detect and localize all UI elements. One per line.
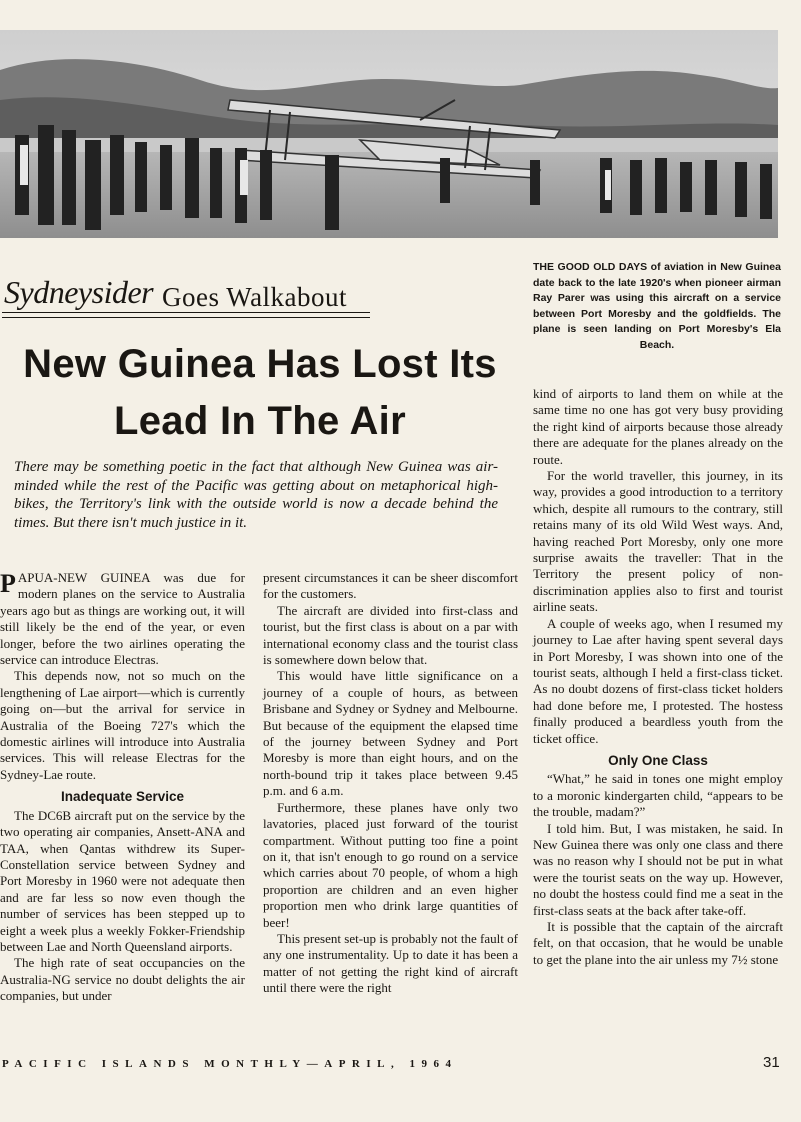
kicker-plain: Goes Walkabout (162, 282, 348, 312)
headline-line-2: Lead In The Air (114, 399, 406, 443)
kicker-rule (2, 317, 370, 318)
page-number: 31 (763, 1054, 780, 1071)
headline-line-1: New Guinea Has Lost Its (23, 342, 497, 386)
article-column-1 (0, 570, 245, 1005)
article-column-2 (263, 570, 518, 997)
paragraph: The DC6B aircraft put on the service by the two operating air companies, Ansett-ANA and TAA, when Qantas withdrew its Super-Constellation service between Sydney and Port Moresby in 1960 were not adequate then and are far less so now even though the number of services has been stepped up to eight a week plus a weekly Fokker-Friendship between Lae and North Queensland airports. (0, 807, 245, 954)
paragraph: This depends now, not so much on the lengthening of Lae airport—which is currently going on—but the arrival for service in Australia of the Boeing 727's which the domestic airlines will introduce into Australia services. This will release Electras for the Sydney-Lae route. (0, 668, 245, 782)
paragraph: I told him. But, I was mistaken, he said. In New Guinea there was only one class and there was no reason why I should not be put in what were the tourist seats on the way up. However, no doubt the hostess could find me a seat in the first-class seats at the back after take-off. (533, 820, 783, 918)
airplane-landing-photo (0, 30, 778, 238)
paragraph: kind of airports to land them on while at the same time no one has got very busy providing the right kind of airports because those already there are adequate for the planes already on the route. (533, 386, 783, 467)
airplane-landing-photo-icon (0, 30, 778, 238)
paragraph: The aircraft are divided into first-class and tourist, but the first class is about on a par with international economy class and the tourist class is somewhere down below that. (263, 602, 518, 668)
subheading: Only One Class (608, 752, 708, 768)
paragraph: A couple of weeks ago, when I resumed my journey to Lae after having spent several days in Port Moresby, I was shown into one of the tourist seats, although I held a first-class ticket. As no doubt dozens of first-class ticket holders had done before me, I protested. The hostess finally produced a beardless youth from the ticket office. (533, 615, 783, 746)
page-title (0, 336, 520, 450)
article-column-3 (533, 386, 783, 968)
paragraph: This present set-up is probably not the fault of any one instrumentality. Up to date it has been a matter of not getting the right kind of aircraft until there were the right (263, 930, 518, 996)
paragraph-text: APUA-NEW GUINEA was due for modern planes on the service to Australia years ago but as things are working out, it will still likely be the end of the year, or even longer, before the two airlines operating the service can introduce Electras. (0, 570, 245, 668)
photo-caption: THE GOOD OLD DAYS of aviation in New Guinea date back to the late 1920's when pioneer airman Ray Parer was using this aircraft on a service between Port Moresby and the goldfields. The plane is seen landing on Port Moresby's Ela Beach. (533, 261, 781, 351)
section-kicker (2, 274, 370, 326)
paragraph: present circumstances it can be sheer discomfort for the customers. (263, 570, 518, 602)
paragraph: This would have little significance on a journey of a couple of hours, as between Brisbane and Sydney or Sydney and Melbourne. But because of the equipment the elapsed time of the journey between Sydney and Port Moresby is more than eight hours, and on the north-bound trip it takes place between 9.45 p.m. and 6 a.m. (263, 668, 518, 799)
paragraph (0, 570, 245, 668)
paragraph: It is possible that the captain of the aircraft felt, on that occasion, that he would be unable to get the plane into the air unless my 7½ stone (533, 919, 783, 967)
kicker-script: Sydneysider (4, 274, 154, 310)
paragraph: The high rate of seat occupancies on the Australia-NG service no doubt delights the air companies, but under (0, 955, 245, 1004)
drop-cap: P (0, 569, 16, 598)
kicker-rule (2, 312, 370, 313)
page-footer: PACIFIC ISLANDS MONTHLY—APRIL, 1964 (2, 1058, 458, 1070)
paragraph: For the world traveller, this journey, in its way, provides a good introduction to a territory which, despite all rumours to the contrary, still retains many of its old Wild West ways. And, having reached Port Moresby, only one more surprise awaits the traveller: That in the Territory the present policy of non-discrimination applies also to first and tourist airline seats. (533, 468, 783, 615)
paragraph: “What,” he said in tones one might employ to a moronic kindergarten child, “appears to be the trouble, madam?” (533, 771, 783, 820)
article-deck: There may be something poetic in the fact that although New Guinea was air-minded while the rest of the Pacific was getting about on metaphorical high-bikes, the Territory's link with the outside world is now a decade behind the times. But there isn't much justice in it. (14, 459, 498, 531)
paragraph: Furthermore, these planes have only two lavatories, placed just forward of the tourist compartment. Without putting too fine a point on it, that isn't enough to go round on a service which carries about 70 people, of whom a high proportion are children and an even higher proportion men who drink large quantities of beer! (263, 799, 518, 930)
subheading: Inadequate Service (60, 789, 185, 805)
